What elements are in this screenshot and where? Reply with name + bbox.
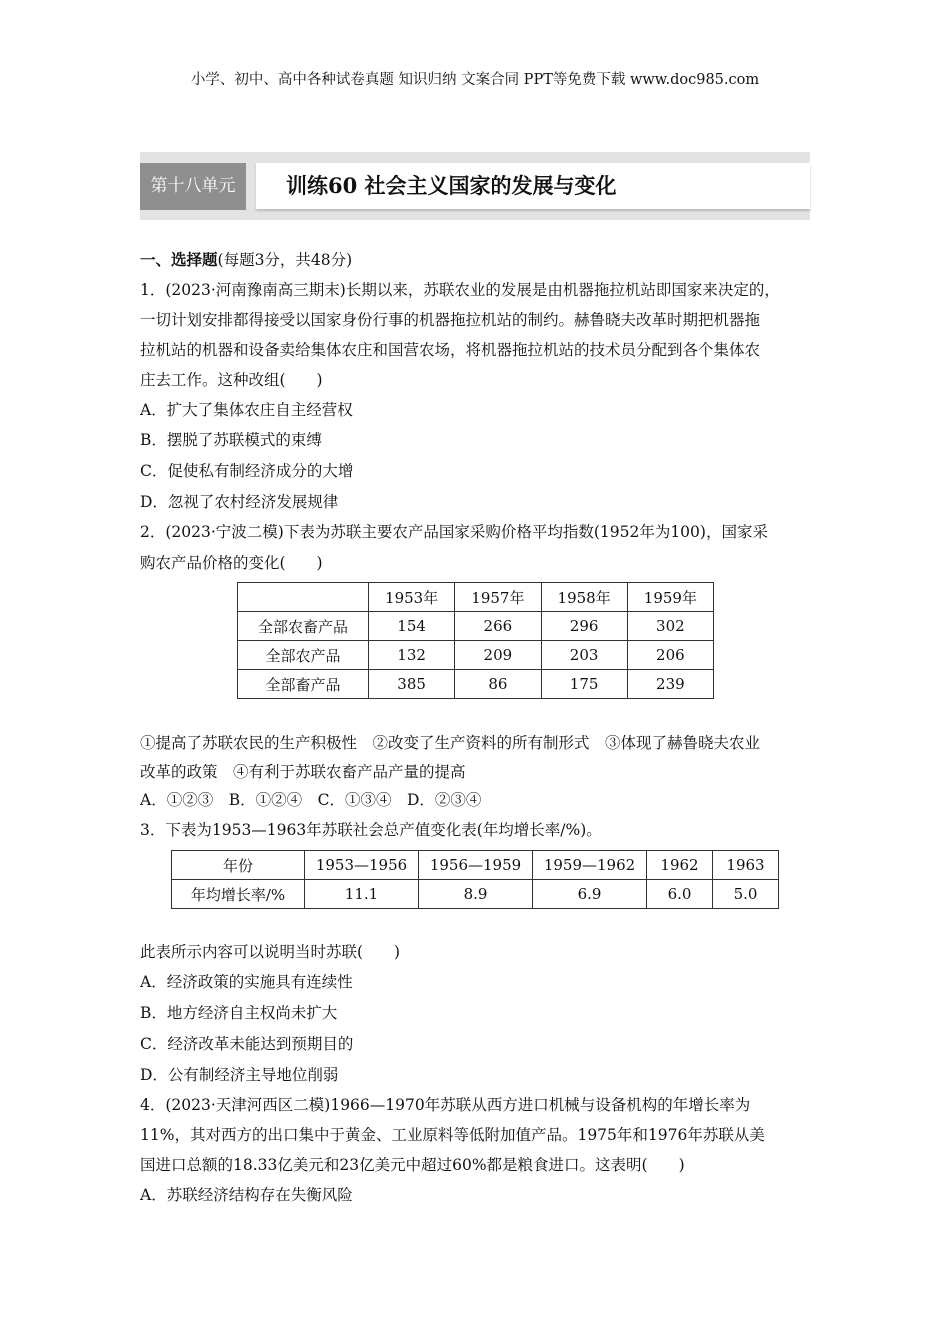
table-cell: 86	[455, 670, 541, 699]
table-row	[238, 641, 714, 670]
q3-growth-table	[171, 850, 779, 909]
q1-line: 庄去工作。这种改组( )	[140, 371, 323, 389]
section-note: (每题3分，共48分)	[217, 251, 353, 269]
q2-price-table	[237, 582, 714, 699]
table-cell: 239	[627, 670, 713, 699]
table-cell: 154	[369, 612, 455, 641]
table-cell: 206	[627, 641, 713, 670]
unit-label: 第十八单元	[140, 163, 246, 210]
table-cell: 1962	[647, 851, 713, 880]
q3-option-b: B．地方经济自主权尚未扩大	[140, 1004, 338, 1022]
table-cell: 209	[455, 641, 541, 670]
q2-line: 购农产品价格的变化( )	[140, 554, 323, 572]
table-cell: 年均增长率/%	[172, 880, 305, 909]
table-cell: 8.9	[419, 880, 533, 909]
table-row	[238, 612, 714, 641]
q4-line: 国进口总额的18.33亿美元和23亿美元中超过60%都是粮食进口。这表明( )	[140, 1156, 685, 1174]
q1-option-c: C．促使私有制经济成分的大增	[140, 462, 354, 480]
table-cell: 1957年	[455, 583, 541, 612]
section-heading	[140, 250, 820, 270]
table-cell: 175	[541, 670, 627, 699]
table-header-row	[172, 851, 779, 880]
table-cell: 全部农产品	[238, 641, 369, 670]
table-header-row	[238, 583, 714, 612]
page-title: 训练60 社会主义国家的发展与变化	[286, 173, 617, 198]
table-cell: 302	[627, 612, 713, 641]
q1-option-d: D．忽视了农村经济发展规律	[140, 493, 339, 511]
table-cell: 6.9	[533, 880, 647, 909]
q1-option-b: B．摆脱了苏联模式的束缚	[140, 431, 322, 449]
q2-options: A．①②③ B．①②④ C．①③④ D．②③④	[140, 791, 482, 809]
q2-statements: ①提高了苏联农民的生产积极性 ②改变了生产资料的所有制形式 ③体现了赫鲁晓夫农业	[140, 734, 761, 752]
q4-line: 11%，其对西方的出口集中于黄金、工业原料等低附加值产品。1975年和1976年苏联从美	[140, 1126, 765, 1144]
table-cell: 296	[541, 612, 627, 641]
table-cell: 266	[455, 612, 541, 641]
q1-line: 拉机站的机器和设备卖给集体农庄和国营农场，将机器拖拉机站的技术员分配到各个集体农	[140, 341, 761, 359]
q2-line: 2．(2023·宁波二模)下表为苏联主要农产品国家采购价格平均指数(1952年为100)，国家采	[140, 523, 768, 541]
q1-option-a: A．扩大了集体农庄自主经营权	[140, 401, 353, 419]
q4-option-a: A．苏联经济结构存在失衡风险	[140, 1186, 353, 1204]
table-cell: 1953年	[369, 583, 455, 612]
table-cell: 385	[369, 670, 455, 699]
table-cell: 1953—1956	[305, 851, 419, 880]
table-cell: 全部农畜产品	[238, 612, 369, 641]
q3-intro: 3．下表为1953—1963年苏联社会总产值变化表(年均增长率/%)。	[140, 821, 602, 839]
table-cell: 6.0	[647, 880, 713, 909]
site-header: 小学、初中、高中各种试卷真题 知识归纳 文案合同 PPT等免费下载 www.doc985.com	[190, 72, 760, 88]
table-cell: 1959年	[627, 583, 713, 612]
table-row	[238, 670, 714, 699]
table-cell	[238, 583, 369, 612]
q1-line: 1．(2023·河南豫南高三期末)长期以来，苏联农业的发展是由机器拖拉机站即国家来决定的，	[140, 281, 780, 299]
q4-line: 4．(2023·天津河西区二模)1966—1970年苏联从西方进口机械与设备机构的年增长率为	[140, 1096, 751, 1114]
table-cell: 1956—1959	[419, 851, 533, 880]
table-cell: 203	[541, 641, 627, 670]
table-cell: 11.1	[305, 880, 419, 909]
q3-stem: 此表所示内容可以说明当时苏联( )	[140, 943, 401, 961]
q3-option-a: A．经济政策的实施具有连续性	[140, 973, 353, 991]
q1-line: 一切计划安排都得接受以国家身份行事的机器拖拉机站的制约。赫鲁晓夫改革时期把机器拖	[140, 311, 761, 329]
section-title: 一、选择题	[140, 250, 218, 269]
table-row	[172, 880, 779, 909]
table-cell: 1959—1962	[533, 851, 647, 880]
q2-statements: 改革的政策 ④有利于苏联农畜产品产量的提高	[140, 763, 466, 781]
table-cell: 1963	[713, 851, 779, 880]
q3-option-c: C．经济改革未能达到预期目的	[140, 1035, 354, 1053]
table-cell: 132	[369, 641, 455, 670]
q3-option-d: D．公有制经济主导地位削弱	[140, 1066, 339, 1084]
table-cell: 1958年	[541, 583, 627, 612]
table-cell: 全部畜产品	[238, 670, 369, 699]
table-cell: 5.0	[713, 880, 779, 909]
table-cell: 年份	[172, 851, 305, 880]
